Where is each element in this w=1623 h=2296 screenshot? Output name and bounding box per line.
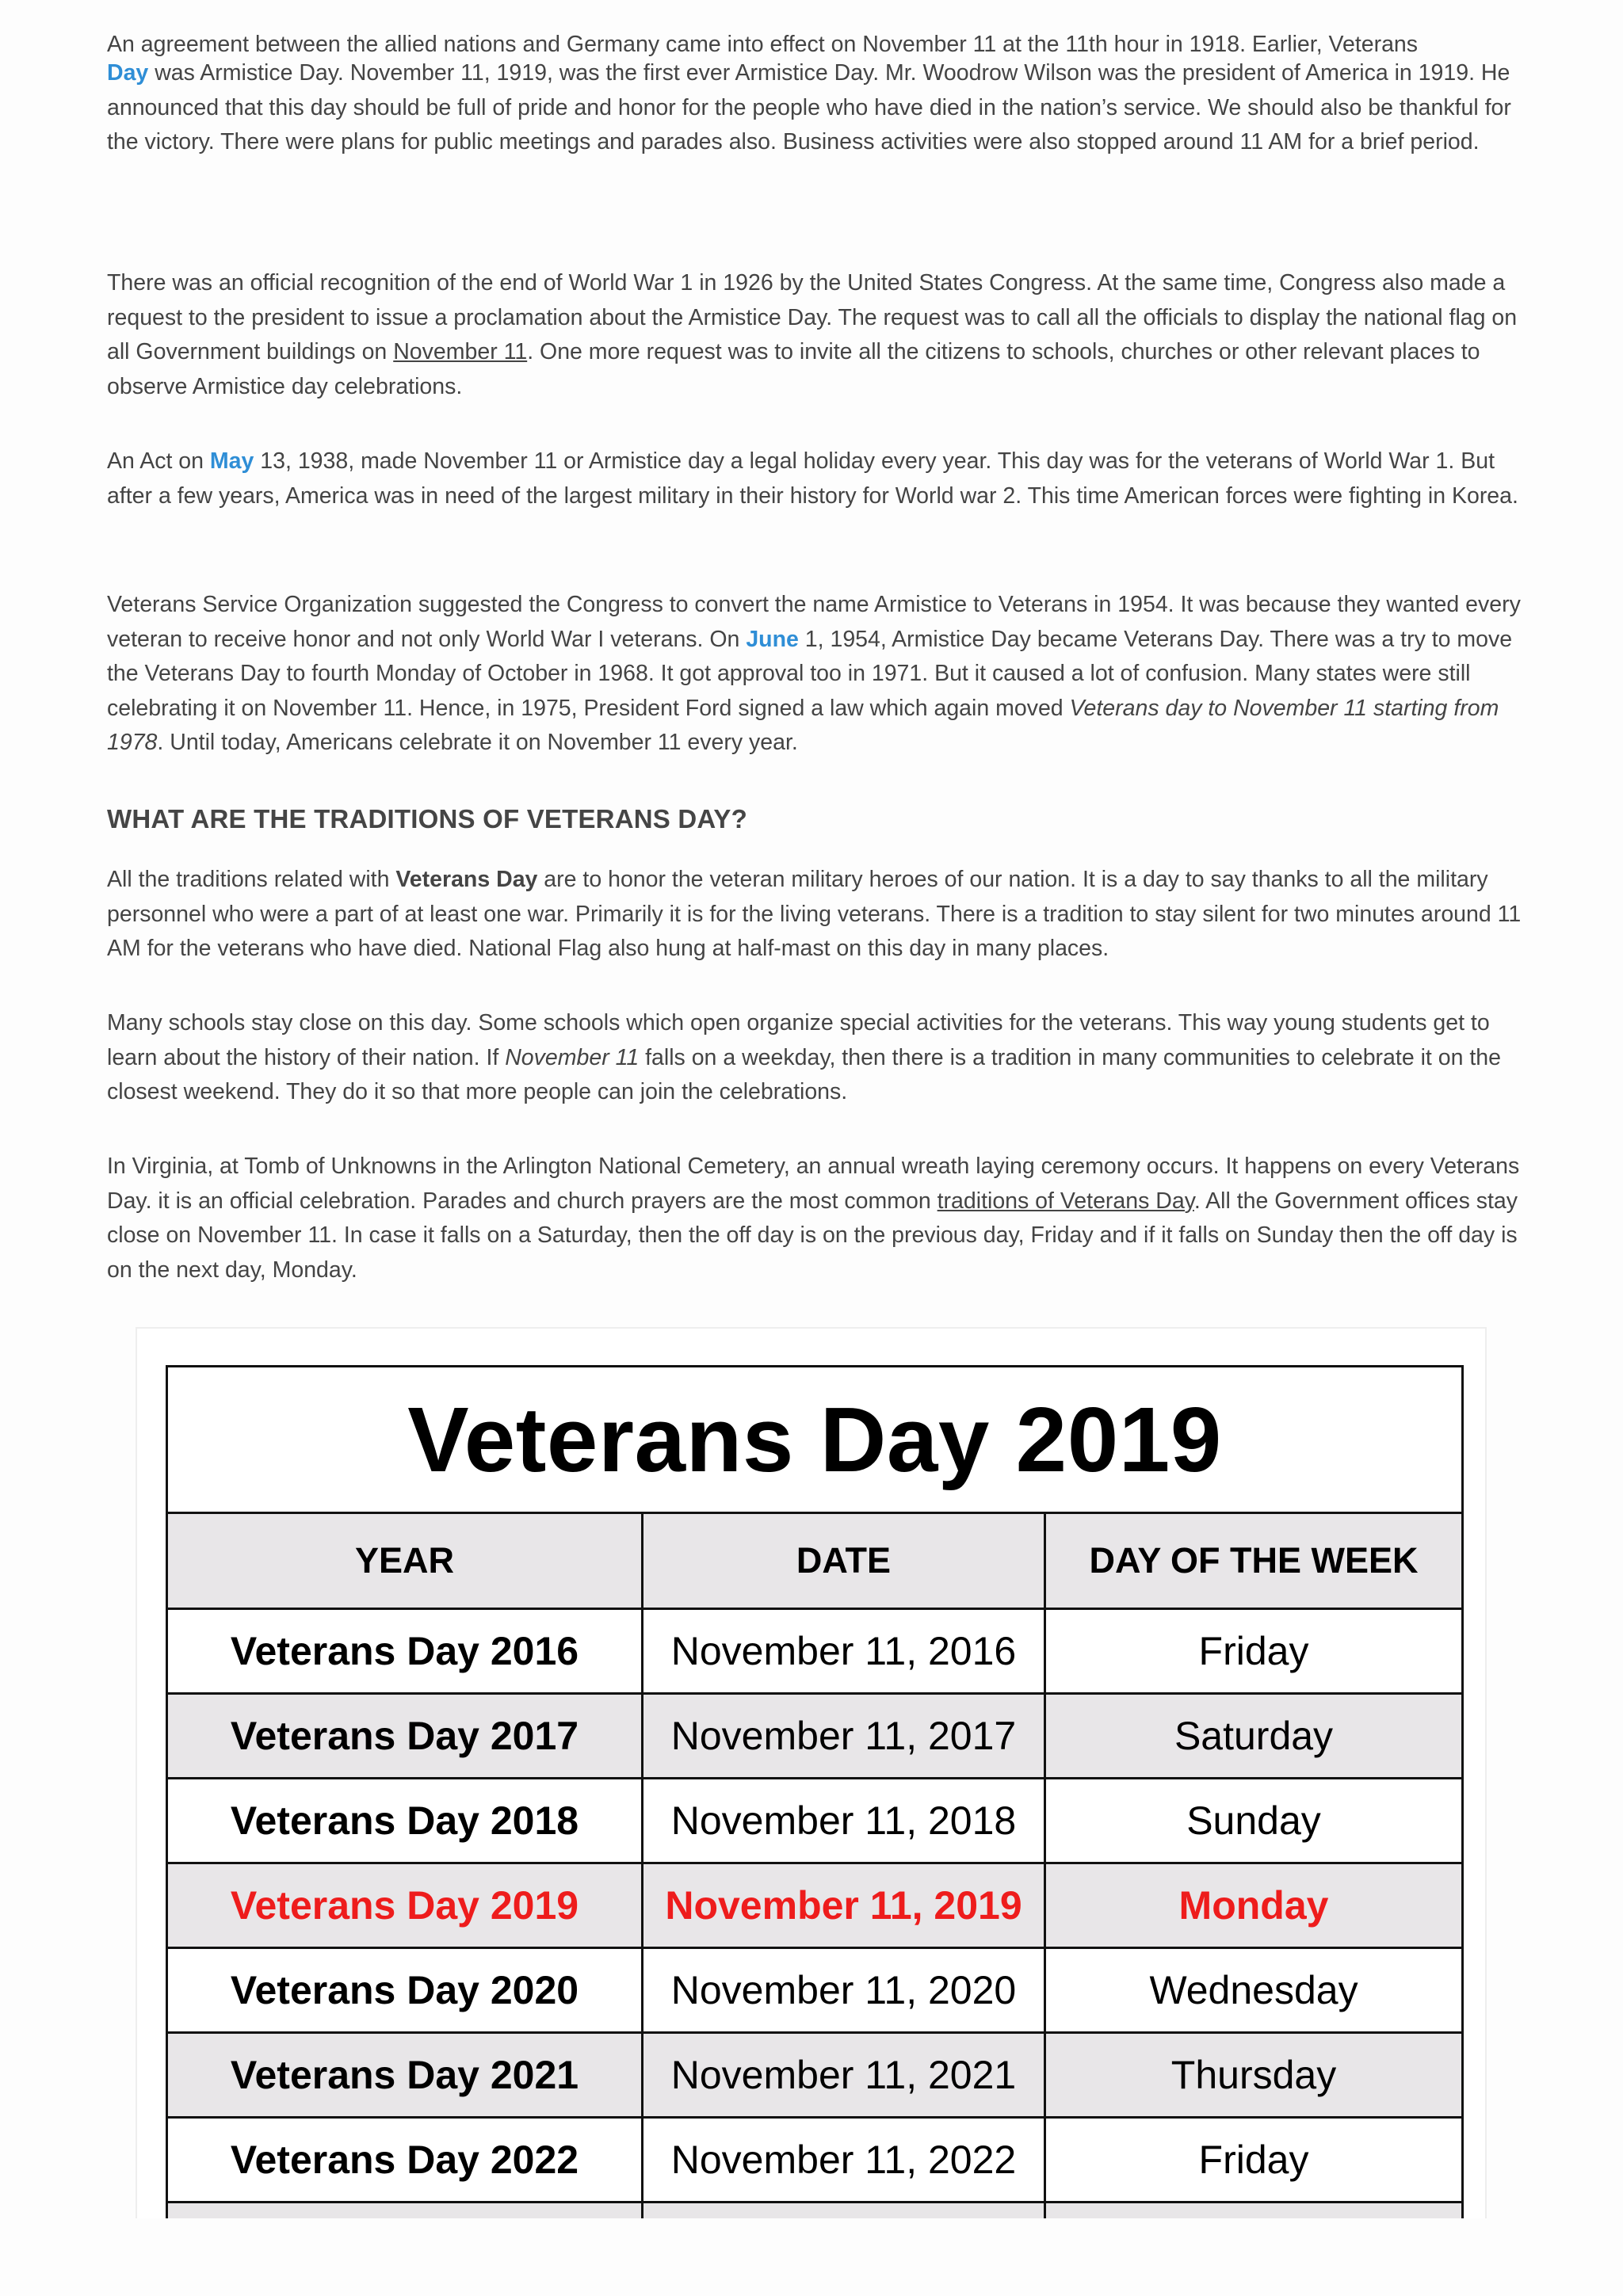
paragraph-text: are to honor the veteran military heroes of our nation. It is a day to say thanks to all the military personnel who were a part of at least one war. Primarily it is for the living veterans. There is a tradition to stay silent for two minutes around 11 AM for the veterans who have died. National Flag also hung at half-mast on this day in many places. (107, 867, 1522, 961)
cell-year: Veterans Day 2020 (167, 1948, 643, 2033)
cell-date: November 11, 2020 (643, 1948, 1045, 2033)
paragraph-text: Many schools stay close on this day. Some schools which open organize special activities for the veterans. This way young students get to learn about the history of their nation. If (107, 1010, 1490, 1070)
paragraph-armistice-day (107, 56, 1522, 160)
cell-day: Wednesday (1045, 1948, 1463, 2033)
paragraph-text: An Act on (107, 448, 210, 474)
cell-day: Friday (1045, 1609, 1463, 1694)
paragraph-virginia (107, 1150, 1522, 1287)
veterans-day-table-image (136, 1327, 1487, 2296)
veterans-day-link[interactable]: Day (107, 60, 149, 86)
paragraph-text: In Virginia, at Tomb of Unknowns in the Arlington National Cemetery, an annual wreath laying ceremony occurs. It happens on every Veterans Day. it is an official celebration. Parades and church prayers are the most common (107, 1154, 1520, 1214)
cell-date: November 11, 2022 (643, 2118, 1045, 2203)
cell-date: November 11, 2018 (643, 1779, 1045, 1863)
paragraph-italic: Veterans day to November 11 starting from 1978 (107, 695, 1499, 755)
page-bottom-fill (0, 2218, 1623, 2296)
table-row (167, 2033, 1463, 2118)
paragraph-text: 1, 1954, Armistice Day became Veterans Day. There was a try to move the Veterans Day to fourth Monday of October in 1968. It got approval too in 1971. But it caused a lot of confusion. Many states were still celebrating it on November 11. Hence, in 1975, President Ford signed a law which again moved (107, 626, 1513, 721)
table-row (167, 1694, 1463, 1779)
paragraph-text: falls on a weekday, then there is a tradition in many communities to celebrate it on the closest weekend. They do it so that more people can join the celebrations. (107, 1044, 1501, 1104)
cell-day: Thursday (1045, 2033, 1463, 2118)
table-row (167, 1609, 1463, 1694)
veterans-day-table (166, 1365, 1464, 2237)
paragraph-text: . One more request was to invite all the citizens to schools, churches or other relevant places to observe Armistice day celebrations. (107, 339, 1480, 399)
paragraph-text: Veterans Service Organization suggested the Congress to convert the name Armistice to Veterans in 1954. It was because they wanted every veteran to receive honor and not only World War I veterans. On (107, 592, 1521, 652)
paragraph-text: 13, 1938, made November 11 or Armistice day a legal holiday every year. This day was for the veterans of World War 1. But after a few years, America was in need of the largest military in their history for World war 2. This time American forces were fighting in Korea. (107, 448, 1518, 509)
june-link[interactable]: June (746, 626, 799, 652)
header-year: YEAR (167, 1513, 643, 1609)
cell-date: November 11, 2017 (643, 1694, 1045, 1779)
cell-year: Veterans Day 2022 (167, 2118, 643, 2203)
paragraph-bold: Veterans Day (395, 867, 538, 892)
paragraph-text: . All the Government offices stay close on November 11. In case it falls on a Saturday, then the off day is on the previous day, Friday and if it falls on Sunday then the off day is on the next day, Monday. (107, 1188, 1518, 1283)
cell-year: Veterans Day 2019 (167, 1863, 643, 1948)
cell-year: Veterans Day 2017 (167, 1694, 643, 1779)
paragraph-italic: November 11 (505, 1044, 640, 1070)
cell-day: Friday (1045, 2118, 1463, 2203)
table-row (167, 2118, 1463, 2203)
cell-date: November 11, 2019 (643, 1863, 1045, 1948)
paragraph-recognition (107, 266, 1522, 404)
cut-off-text: An agreement between the allied nations and Germany came into effect on November 11 at the 11th hour in 1918. Earlier, Veterans (107, 32, 1419, 57)
header-date: DATE (643, 1513, 1045, 1609)
cell-date: November 11, 2021 (643, 2033, 1045, 2118)
november-11-link[interactable]: November 11 (393, 339, 528, 364)
paragraph-schools (107, 1006, 1522, 1110)
may-link[interactable]: May (209, 448, 254, 474)
paragraph-text: All the traditions related with (107, 867, 396, 892)
cell-day: Sunday (1045, 1779, 1463, 1863)
traditions-link[interactable]: traditions of Veterans Day (937, 1188, 1194, 1214)
cell-day: Monday (1045, 1863, 1463, 1948)
paragraph-name-change (107, 588, 1522, 761)
cell-year: Veterans Day 2021 (167, 2033, 643, 2118)
table-row (167, 1779, 1463, 1863)
cell-day: Saturday (1045, 1694, 1463, 1779)
table-header-row (167, 1513, 1463, 1609)
cell-year: Veterans Day 2018 (167, 1779, 643, 1863)
paragraph-text: There was an official recognition of the end of World War 1 in 1926 by the United States Congress. At the same time, Congress also made a request to the president to issue a proclamation about the Armistice Day. The request was to call all the officials to display the national flag on all Government buildings on (107, 270, 1518, 364)
paragraph-text: was Armistice Day. November 11, 1919, was the first ever Armistice Day. Mr. Woodrow Wilson was the president of America in 1919. He announced that this day should be full of pride and honor for the people who have died in the nation’s service. We should also be thankful for the victory. There were plans for public meetings and parades also. Business activities were also stopped around 11 AM for a brief period. (107, 60, 1511, 154)
paragraph-legal-holiday (107, 444, 1522, 513)
section-heading: WHAT ARE THE TRADITIONS OF VETERANS DAY? (107, 804, 747, 833)
cell-date: November 11, 2016 (643, 1609, 1045, 1694)
header-day: DAY OF THE WEEK (1045, 1513, 1463, 1609)
table-row (167, 1948, 1463, 2033)
paragraph-traditions (107, 863, 1522, 967)
cell-year: Veterans Day 2016 (167, 1609, 643, 1694)
table-title: Veterans Day 2019 (167, 1367, 1463, 1513)
table-row-highlighted (167, 1863, 1463, 1948)
paragraph-text: . Until today, Americans celebrate it on November 11 every year. (157, 730, 798, 755)
